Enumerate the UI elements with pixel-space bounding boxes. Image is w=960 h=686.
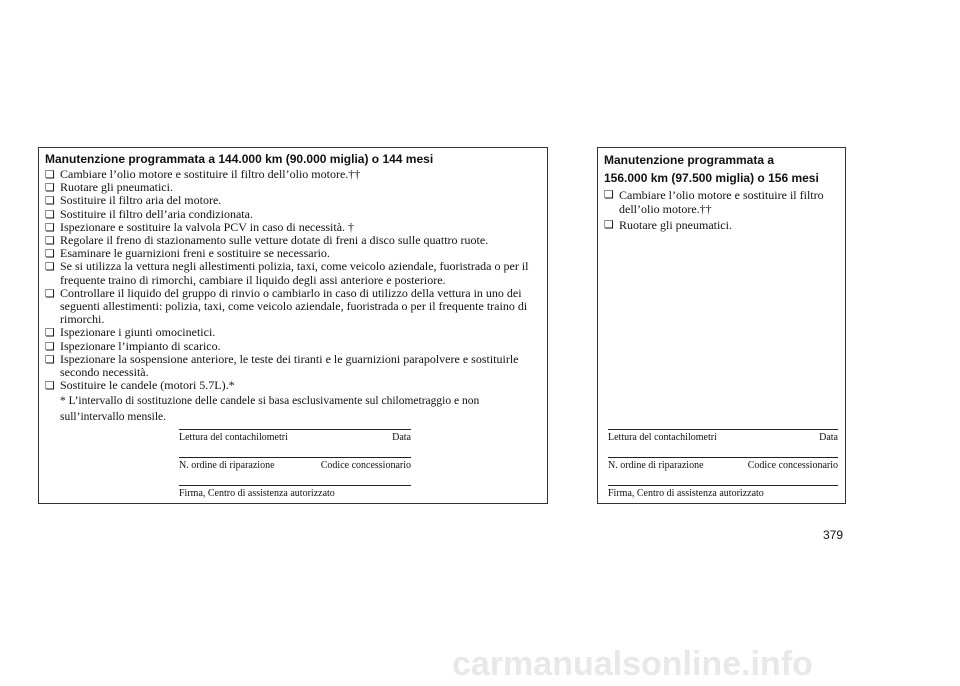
list-item: ❏ Sostituire le candele (motori 5.7L).* (45, 378, 235, 393)
maintenance-heading-line2: 156.000 km (97.500 miglia) o 156 mesi (604, 171, 819, 185)
dealer-code-label: Codice concessionario (320, 460, 411, 471)
list-item: ❏ Ruotare gli pneumatici. (604, 218, 732, 232)
signature-row-order (608, 457, 838, 485)
signature-label: Firma, Centro di assistenza autorizzato (179, 488, 335, 499)
list-item: ❏ Ispezionare i giunti omocinetici. (45, 325, 216, 340)
signature-row-odometer (179, 429, 411, 457)
maintenance-heading (604, 151, 839, 187)
odometer-label: Lettura del contachilometri (608, 432, 717, 443)
checkbox-icon[interactable]: ❏ (604, 188, 614, 201)
checkbox-icon[interactable]: ❏ (45, 181, 55, 195)
signature-row-order (179, 457, 411, 485)
checkbox-icon[interactable]: ❏ (45, 352, 55, 366)
list-item: ❏ Ruotare gli pneumatici. (45, 180, 173, 195)
signature-block (608, 429, 838, 513)
list-item: ❏ Se si utilizza la vettura negli allestimenti polizia, taxi, come veicolo aziendale, fuoristrada o per il frequente traino di rimorchi, cambiare il liquido degli assi anteriore e posteriore. (45, 259, 529, 287)
maintenance-heading-line1: Manutenzione programmata a (604, 153, 775, 167)
list-item: ❏ Sostituire il filtro dell’aria condizionata. (45, 206, 253, 221)
list-item: ❏ Esaminare le guarnizioni freni e sostituire se necessario. (45, 246, 330, 261)
maintenance-heading: Manutenzione programmata a 144.000 km (90.000 miglia) o 144 mesi (45, 152, 434, 166)
checkbox-icon[interactable]: ❏ (45, 194, 55, 208)
odometer-label: Lettura del contachilometri (179, 432, 288, 443)
repair-order-label: N. ordine di riparazione (179, 460, 275, 471)
checkbox-icon[interactable]: ❏ (45, 234, 55, 248)
list-item: ❏ Controllare il liquido del gruppo di rinvio o cambiarlo in caso di utilizzo della vettura in uno dei seguenti allestimenti: polizia, taxi, come veicolo aziendale, fuoristrada o per il frequente traino di rimorchi. (45, 285, 528, 327)
maintenance-box-144000 (38, 147, 548, 504)
list-item: ❏ Cambiare l’olio motore e sostituire il filtro dell’olio motore.†† (45, 167, 361, 181)
checkbox-icon[interactable]: ❏ (604, 218, 614, 231)
list-item: ❏ Sostituire il filtro aria del motore. (45, 193, 222, 208)
checkbox-icon[interactable]: ❏ (45, 286, 55, 300)
page-number: 379 (823, 528, 844, 542)
checkbox-icon[interactable]: ❏ (45, 339, 55, 353)
signature-row-signature (608, 485, 838, 513)
list-item: ❏ Regolare il freno di stazionamento sulle vetture dotate di freni a disco sulle quattro ruote. (45, 233, 489, 248)
list-item: ❏ Ispezionare l’impianto di scarico. (45, 338, 221, 353)
date-label: Data (392, 432, 411, 443)
dealer-code-label: Codice concessionario (747, 460, 838, 471)
list-item: ❏ Cambiare l’olio motore e sostituire il filtro dell’olio motore.†† (604, 188, 824, 216)
list-item: ❏ Ispezionare la sospensione anteriore, le teste dei tiranti e le guarnizioni parapolvere e sostituirle secondo necessità. (45, 351, 519, 380)
signature-row-signature (179, 485, 411, 513)
checkbox-icon[interactable]: ❏ (45, 207, 55, 221)
list-item: ❏ Ispezionare e sostituire la valvola PCV in caso di necessità. † (45, 219, 355, 234)
watermark-logo: carmanualsonline.info (452, 645, 813, 683)
signature-row-odometer (608, 429, 838, 457)
checkbox-icon[interactable]: ❏ (45, 220, 55, 234)
maintenance-box-156000 (597, 147, 846, 504)
signature-label: Firma, Centro di assistenza autorizzato (608, 488, 764, 499)
checkbox-icon[interactable]: ❏ (45, 168, 55, 181)
repair-order-label: N. ordine di riparazione (608, 460, 704, 471)
maintenance-checklist (604, 188, 839, 232)
maintenance-checklist (45, 168, 541, 392)
signature-block (179, 429, 411, 513)
spark-plug-footnote: * L’intervallo di sostituzione delle candele si basa esclusivamente sul chilometraggio e non sull’intervallo mensile. (60, 395, 480, 424)
checkbox-icon[interactable]: ❏ (45, 247, 55, 261)
checkbox-icon[interactable]: ❏ (45, 379, 55, 393)
checkbox-icon[interactable]: ❏ (45, 326, 55, 340)
date-label: Data (819, 432, 838, 443)
checkbox-icon[interactable]: ❏ (45, 260, 55, 274)
